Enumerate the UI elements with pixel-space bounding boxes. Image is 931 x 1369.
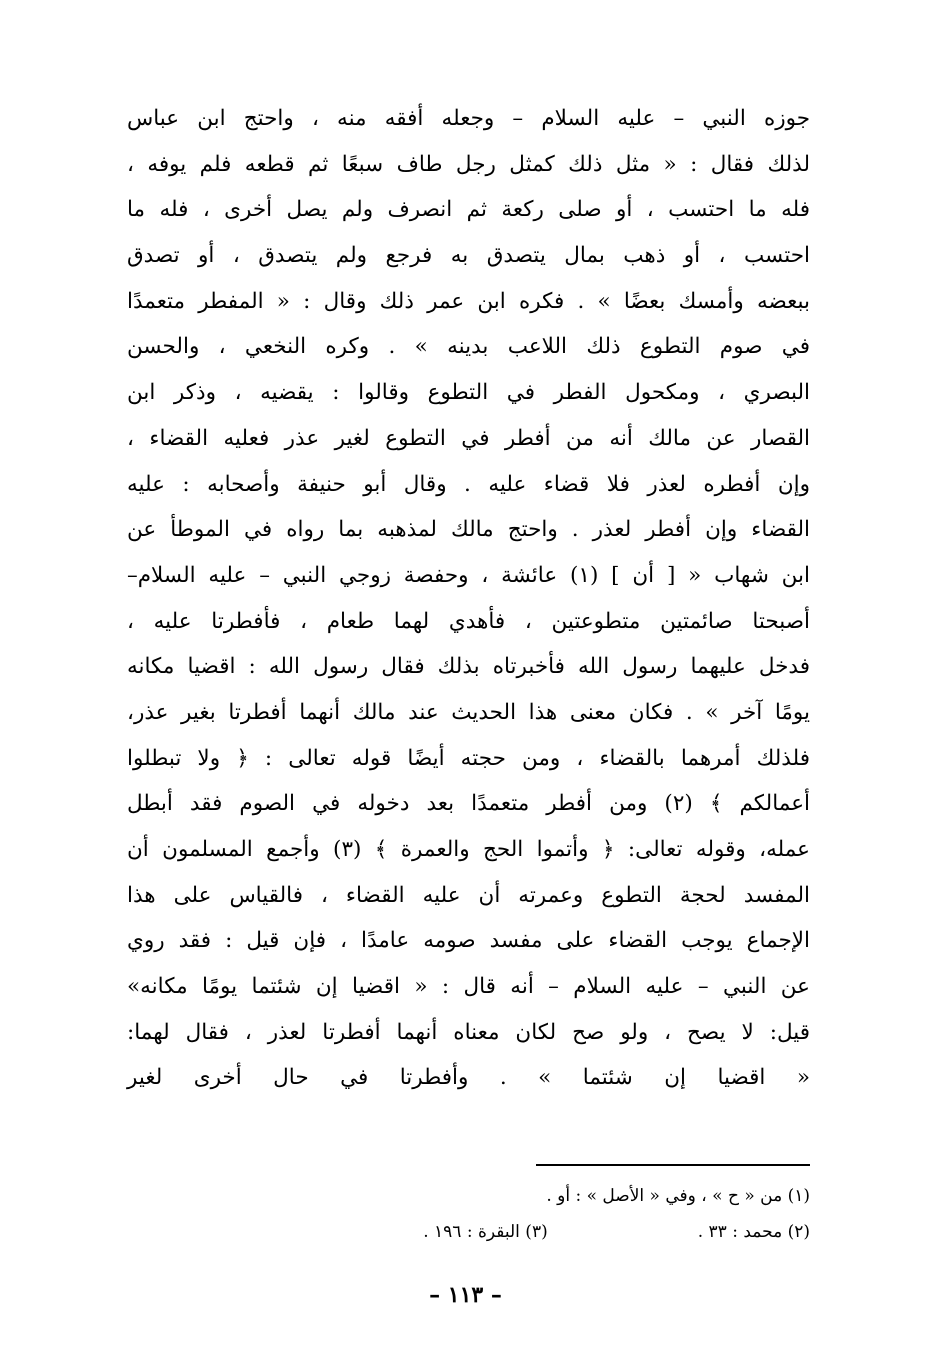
- text-line: « اقضيا إن شئتما » . وأفطرتا في حال أخرى لغير: [127, 1065, 810, 1091]
- text-line: احتسب ، أو ذهب بمال يتصدق به فرجع ولم يتصدق ، أو تصدق: [127, 243, 810, 269]
- text-line: لذلك فقال : « مثل ذلك كمثل رجل طاف سبعًا ثم قطعه فلم يوفه ،: [127, 151, 810, 177]
- text-line: عمله، وقوله تعالى: ﴿ وأتموا الحج والعمرة ﴾ (٣) وأجمع المسلمون أن: [127, 837, 810, 862]
- text-line: جوزه النبي – عليه السلام – وجعله أفقه منه ، واحتج ابن عباس: [127, 106, 810, 131]
- text-line: أصبحتا صائمتين متطوعتين ، فأهدي لهما طعام ، فأفطرتا عليه ،: [127, 608, 810, 634]
- text-line: قيل: لا يصح ، ولو صح لكان معناه أنهما أفطرتا لعذر ، فقال لهما:: [127, 1019, 810, 1045]
- text-line: في صوم التطوع ذلك اللاعب بدينه » . وكره النخعي ، والحسن: [127, 334, 810, 360]
- footnote-2: (٢) محمد : ٣٣ .: [697, 1222, 810, 1242]
- text-line: الإجماع يوجب القضاء على مفسد صومه عامدًا ، فإن قيل : فقد روي: [127, 928, 810, 954]
- text-line: عن النبي – عليه السلام – أنه قال : « اقضيا إن شئتما يومًا مكانه»: [127, 974, 810, 1000]
- footnote-3: (٣) البقرة : ١٩٦ .: [423, 1222, 548, 1242]
- text-line: القضاء وإن أفطر لعذر . واحتج مالك لمذهبه بما رواه في الموطأ عن: [127, 517, 810, 543]
- text-line: فله ما احتسب ، أو صلى ركعة ثم انصرف ولم يصل أخرى ، فله ما: [127, 197, 810, 223]
- text-line: وإن أفطره لعذر فلا قضاء عليه . وقال أبو حنيفة وأصحابه : عليه: [127, 471, 810, 497]
- text-line: المفسد لحجة التطوع وعمرته أن عليه القضاء ، فالقياس على هذا: [127, 882, 810, 908]
- text-line: ابن شهاب « [ أن ] (١) عائشة ، وحفصة زوجي النبي – عليه السلام–: [127, 562, 810, 588]
- footnote-divider: [536, 1164, 810, 1166]
- body-text: [127, 96, 810, 1101]
- text-line: البصري ، ومكحول الفطر في التطوع وقالوا : يقضيه ، وذكر ابن: [127, 380, 810, 406]
- text-line: فدخل عليهما رسول الله فأخبرتاه بذلك فقال رسول الله : اقضيا مكانه: [127, 654, 810, 680]
- text-line: فلذلك أمرهما بالقضاء ، ومن حجته أيضًا قوله تعالى : ﴿ ولا تبطلوا: [127, 745, 810, 771]
- page-number: – ١١٣ –: [429, 1282, 502, 1308]
- footnote-1: (١) من « ح » ، وفي « الأصل » : أو .: [546, 1186, 810, 1206]
- text-line: يومًا آخر » . فكان معنى هذا الحديث عند مالك أنهما أفطرتا بغير عذر،: [127, 699, 810, 725]
- footnote-row: [127, 1214, 810, 1250]
- text-line: ببعضه وأمسك بعضًا » . فكره ابن عمر ذلك وقال : « المفطر متعمدًا: [127, 288, 810, 314]
- text-line: القصار عن مالك أنه من أفطر في التطوع لغير عذر فعليه القضاء ،: [127, 425, 810, 451]
- text-line: أعمالكم ﴾ (٢) ومن أفطر متعمدًا بعد دخوله في الصوم فقد أبطل: [127, 791, 810, 817]
- footnotes: [127, 1178, 810, 1250]
